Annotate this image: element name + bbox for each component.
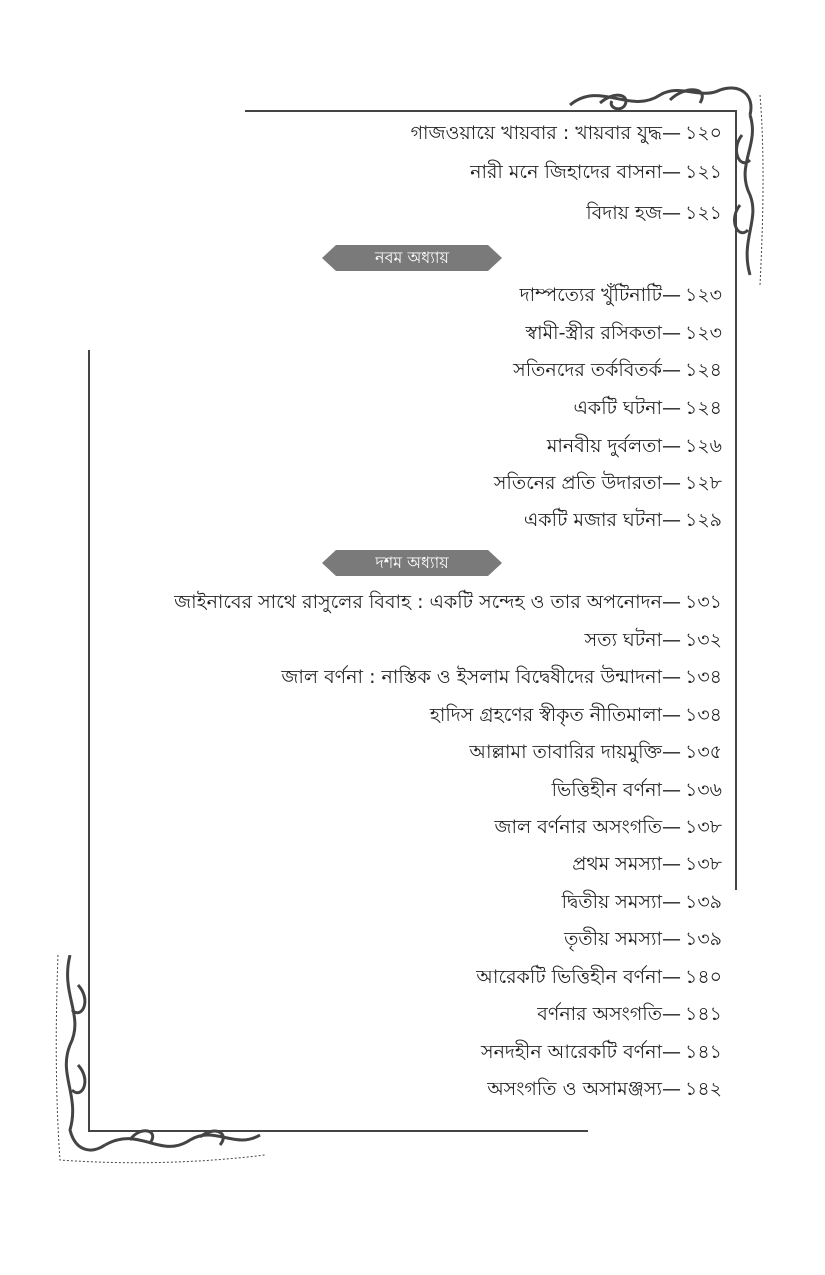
toc-entry[interactable] [430,703,722,727]
toc-entry-page: ১২৯ [684,509,722,531]
toc-entry[interactable] [520,283,722,307]
toc-entry-page: ১৪০ [684,966,722,988]
toc-entry-title: একটি মজার ঘটনা— [523,509,681,531]
toc-entry-title: আল্লামা তাবারির দায়মুক্তি— [469,741,681,763]
toc-entry[interactable] [495,815,722,839]
toc-entry[interactable] [573,396,722,420]
toc-entry[interactable] [537,1002,722,1026]
toc-entry-page: ১২৮ [684,472,722,494]
toc-entry-title: একটি ঘটনা— [573,397,681,419]
toc-entry[interactable] [586,201,722,225]
toc-entry-title: অসংগতি ও অসামঞ্জস্য— [487,1078,681,1100]
toc-entry-page: ১২৪ [684,359,722,381]
toc-entry-title: জাল বর্ণনার অসংগতি— [494,816,681,838]
toc-entry-title: সতিনের প্রতি উদারতা— [493,472,681,494]
toc-entry-page: ১২৩ [684,284,722,306]
toc-entry-title: জাইনাবের সাথে রাসুলের বিবাহ : একটি সন্দেহ ও তার অপনোদন— [174,591,681,613]
toc-entry[interactable] [469,740,722,764]
toc-entry-title: সনদহীন আরেকটি বর্ণনা— [481,1041,681,1063]
toc-entry[interactable] [481,1040,722,1064]
toc-entry-page: ১৪১ [685,1041,722,1063]
toc-entry-page: ১৪২ [684,1078,722,1100]
toc-entry-title: আরেকটি ভিত্তিহীন বর্ণনা— [476,966,681,988]
toc-entry-page: ১৩৯ [684,891,722,913]
toc-entry-page: ১৩৫ [684,741,722,763]
toc-entry-page: ১৪১ [685,1003,722,1025]
toc-entry[interactable] [526,321,722,345]
toc-entry-title: ভিত্তিহীন বর্ণনা— [551,779,681,801]
toc-entry-title: নারী মনে জিহাদের বাসনা— [470,161,681,183]
toc-entry[interactable] [174,590,722,614]
toc-entry-page: ১২১ [684,202,722,224]
toc-entry-title: স্বামী-স্ত্রীর রসিকতা— [525,322,681,344]
toc-entry-page: ১৩৯ [684,928,722,950]
chapter-heading-banner [322,243,502,273]
toc-entry-title: সতিনদের তর্কবিতর্ক— [513,359,681,381]
toc-entry[interactable] [494,471,722,495]
toc-entry-page: ১২১ [684,161,722,183]
toc-entry[interactable] [513,358,722,382]
chapter-heading-banner [322,548,502,578]
toc-entry[interactable] [572,852,722,876]
corner-ornament-bottom-left [50,955,270,1170]
toc-entry[interactable] [470,160,722,184]
toc-entry-title: জাল বর্ণনা : নাস্তিক ও ইসলাম বিদ্বেষীদের উন্মাদনা— [281,666,681,688]
toc-entry[interactable] [524,508,722,532]
toc-entry-page: ১৩৪ [684,704,722,726]
toc-entry-page: ১২৬ [684,435,722,457]
toc-entry-title: হাদিস গ্রহণের স্বীকৃত নীতিমালা— [429,704,681,726]
toc-entry-page: ১২৪ [684,397,722,419]
toc-entry-title: দ্বিতীয় সমস্যা— [561,891,681,913]
chapter-heading: দশম অধ্যায় [375,552,449,572]
toc-entry-page: ১৩১ [684,591,722,613]
toc-entry-page: ১৩৮ [684,816,722,838]
toc-entry-title: তৃতীয় সমস্যা— [564,928,681,950]
toc-entry[interactable] [585,628,722,652]
toc-entry-title: দাম্পত্যের খুঁটিনাটি— [519,284,681,306]
toc-entry-title: মানবীয় দুর্বলতা— [546,435,681,457]
toc-entry-page: ১৩২ [684,629,722,651]
toc-entry-title: গাজওয়ায়ে খায়বার : খায়বার যুদ্ধ— [410,122,681,144]
toc-entry[interactable] [411,121,722,145]
toc-entry-title: প্রথম সমস্যা— [572,853,681,875]
toc-entry[interactable] [552,778,722,802]
chapter-heading: নবম অধ্যায় [375,247,449,267]
toc-entry[interactable] [562,890,722,914]
toc-entry[interactable] [487,1077,722,1101]
toc-entry-title: বর্ণনার অসংগতি— [537,1003,681,1025]
toc-entry[interactable] [547,434,722,458]
toc-entry-page: ১৩৮ [684,853,722,875]
toc-entry-title: সত্য ঘটনা— [584,629,681,651]
toc-entry[interactable] [564,927,722,951]
toc-entry[interactable] [476,965,722,989]
toc-entry-page: ১২৩ [684,322,722,344]
toc-entry-page: ১৩৪ [684,666,722,688]
toc-entry[interactable] [281,665,722,689]
toc-entry-page: ১৩৬ [684,779,722,801]
toc-entry-title: বিদায় হজ— [586,202,681,224]
toc-entry-page: ১২০ [684,122,722,144]
